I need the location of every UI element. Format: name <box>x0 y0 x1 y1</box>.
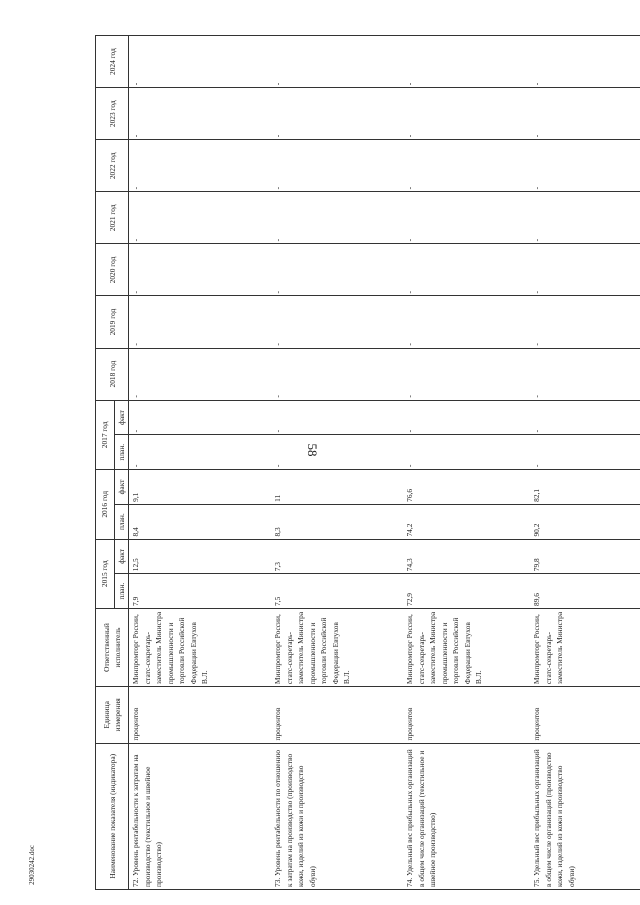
row-indicator-name: 75. Удельный вес прибыльных организаций в общем числе организаций (производство кожи, изделий из кожи и производство обуви) <box>530 743 640 889</box>
header-year-2017: 2017 год <box>96 400 115 469</box>
value-2015-fact: 7,3 <box>271 539 403 574</box>
value-2017-fact: - <box>530 400 640 435</box>
document-id: 29030242.doc <box>28 845 36 885</box>
header-year-2020: 2020 год <box>96 244 129 296</box>
value-2021: - <box>530 192 640 244</box>
table-row <box>530 36 640 890</box>
value-2015-plan: 89,6 <box>530 574 640 609</box>
table-row <box>271 36 403 890</box>
row-unit: процентов <box>271 687 403 743</box>
row-indicator-name: 73. Уровень рентабельности по отношению к затратам на производство (производство кожи, изделий из кожи и производство обуви) <box>271 743 403 889</box>
header-responsible: Ответственный исполнитель <box>96 608 129 686</box>
value-2017-fact: - <box>271 400 403 435</box>
value-2020: - <box>129 244 272 296</box>
value-2015-plan: 72,9 <box>403 574 530 609</box>
header-year-2016: 2016 год <box>96 470 115 539</box>
value-2022: - <box>271 140 403 192</box>
row-responsible: Минпромторг России, статс-секретарь-заместитель Министра промышленности и торговли Российской Федерации Евтухов В.Л. <box>129 608 272 686</box>
table-row <box>403 36 530 890</box>
row-indicator-name: 72. Уровень рентабельности к затратам на производство (текстильное и швейное производство) <box>129 743 272 889</box>
header-year-2023: 2023 год <box>96 88 129 140</box>
header-year-2019: 2019 год <box>96 296 129 348</box>
value-2024: - <box>129 36 272 88</box>
value-2016-plan: 8,3 <box>271 504 403 539</box>
value-2023: - <box>403 88 530 140</box>
value-2016-plan: 74,2 <box>403 504 530 539</box>
header-unit: Единица измерения <box>96 687 129 743</box>
value-2015-plan: 7,9 <box>129 574 272 609</box>
header-year-2024: 2024 год <box>96 36 129 88</box>
value-2015-plan: 7,5 <box>271 574 403 609</box>
row-unit: процентов <box>403 687 530 743</box>
value-2017-plan: - <box>271 435 403 470</box>
value-2020: - <box>530 244 640 296</box>
header-2015-fact: факт <box>115 539 129 574</box>
value-2017-plan: - <box>403 435 530 470</box>
value-2016-fact: 11 <box>271 470 403 505</box>
value-2019: - <box>530 296 640 348</box>
row-indicator-name: 74. Удельный вес прибыльных организаций в общем числе организаций (текстильное и швейное производство) <box>403 743 530 889</box>
value-2018: - <box>530 348 640 400</box>
value-2019: - <box>129 296 272 348</box>
value-2015-fact: 74,3 <box>403 539 530 574</box>
header-2017-plan: план. <box>115 435 129 470</box>
header-name: Наименование показателя (индикатора) <box>96 743 129 889</box>
page-number: 58 <box>305 443 320 457</box>
value-2017-plan: - <box>129 435 272 470</box>
value-2015-fact: 12,5 <box>129 539 272 574</box>
table-header <box>96 36 129 890</box>
value-2016-plan: 8,4 <box>129 504 272 539</box>
value-2024: - <box>271 36 403 88</box>
value-2021: - <box>403 192 530 244</box>
value-2022: - <box>403 140 530 192</box>
header-2016-plan: план. <box>115 504 129 539</box>
value-2019: - <box>271 296 403 348</box>
header-2017-fact: факт <box>115 400 129 435</box>
value-2019: - <box>403 296 530 348</box>
value-2016-fact: 82,1 <box>530 470 640 505</box>
value-2024: - <box>530 36 640 88</box>
header-year-2018: 2018 год <box>96 348 129 400</box>
header-year-2015: 2015 год <box>96 539 115 608</box>
value-2023: - <box>530 88 640 140</box>
row-unit: процентов <box>129 687 272 743</box>
row-responsible: Минпромторг России, статс-секретарь-заместитель Министра промышленности и торговли Российской Федерации Евтухов В.Л. <box>271 608 403 686</box>
row-responsible: Минпромторг России, статс-секретарь-заместитель Министра <box>530 608 640 686</box>
rotated-table-container <box>95 35 625 890</box>
header-2015-plan: план. <box>115 574 129 609</box>
value-2017-fact: - <box>129 400 272 435</box>
value-2021: - <box>129 192 272 244</box>
value-2015-fact: 79,8 <box>530 539 640 574</box>
table-row <box>129 36 272 890</box>
row-responsible: Минпромторг России, статс-секретарь-заместитель Министра промышленности и торговли Российской Федерации Евтухов В.Л. <box>403 608 530 686</box>
indicators-table <box>95 35 640 890</box>
value-2017-fact: - <box>403 400 530 435</box>
value-2018: - <box>271 348 403 400</box>
value-2017-plan: - <box>530 435 640 470</box>
value-2024: - <box>403 36 530 88</box>
value-2016-fact: 9,1 <box>129 470 272 505</box>
value-2018: - <box>403 348 530 400</box>
value-2016-plan: 90,2 <box>530 504 640 539</box>
value-2022: - <box>530 140 640 192</box>
header-year-2022: 2022 год <box>96 140 129 192</box>
value-2020: - <box>403 244 530 296</box>
value-2016-fact: 76,6 <box>403 470 530 505</box>
value-2023: - <box>129 88 272 140</box>
value-2021: - <box>271 192 403 244</box>
header-year-2021: 2021 год <box>96 192 129 244</box>
value-2018: - <box>129 348 272 400</box>
header-2016-fact: факт <box>115 470 129 505</box>
value-2022: - <box>129 140 272 192</box>
value-2023: - <box>271 88 403 140</box>
value-2020: - <box>271 244 403 296</box>
row-unit: процентов <box>530 687 640 743</box>
